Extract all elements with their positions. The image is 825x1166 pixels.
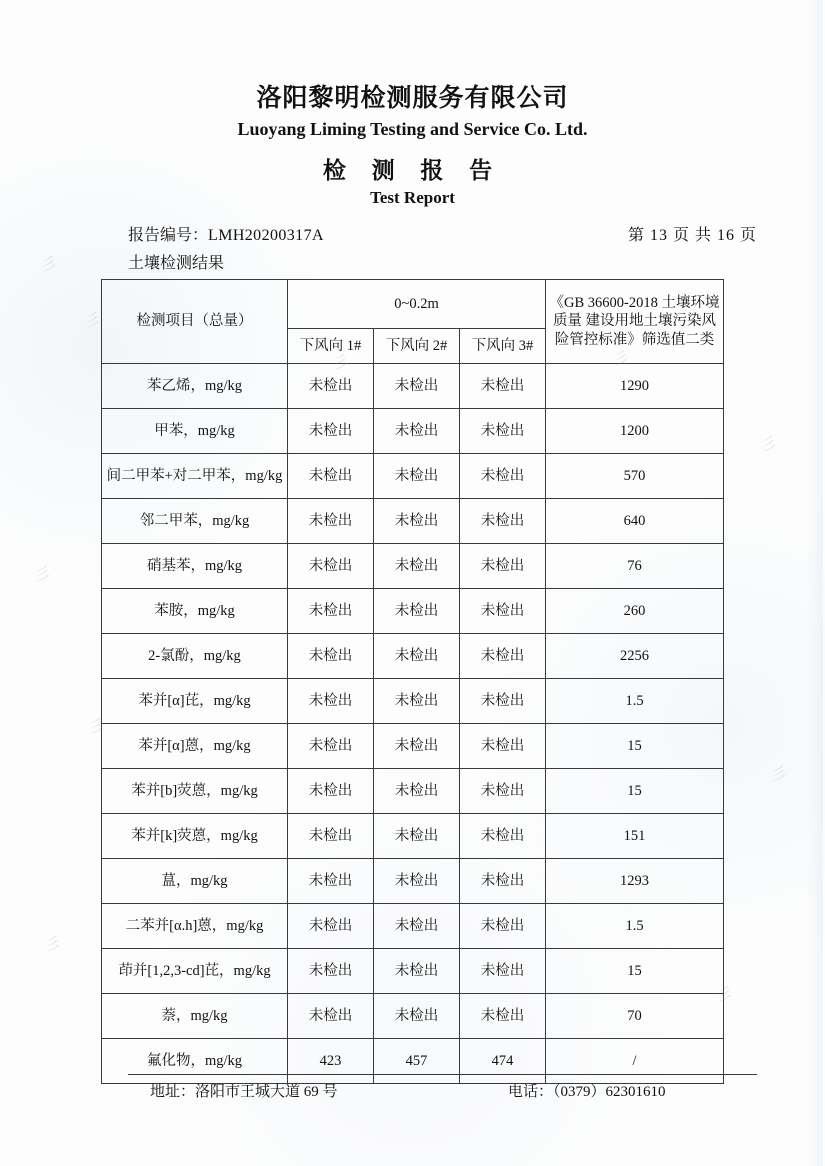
table-row [102, 904, 724, 949]
row-standard: 1.5 [546, 904, 724, 949]
row-value-3: 未检出 [460, 499, 546, 544]
row-value-1: 未检出 [288, 499, 374, 544]
table-row [102, 364, 724, 409]
report-title-en: Test Report [370, 188, 455, 207]
row-value-3: 未检出 [460, 589, 546, 634]
row-standard: 570 [546, 454, 724, 499]
row-value-1: 未检出 [288, 814, 374, 859]
footer-divider [128, 1074, 757, 1075]
row-item-name: 苯并[α]蒽，mg/kg [102, 724, 288, 769]
row-value-2: 457 [374, 1039, 460, 1084]
row-value-2: 未检出 [374, 499, 460, 544]
row-standard: 260 [546, 589, 724, 634]
table-row [102, 949, 724, 994]
row-value-3: 未检出 [460, 634, 546, 679]
row-value-2: 未检出 [374, 364, 460, 409]
row-value-3: 未检出 [460, 409, 546, 454]
footer-telephone: 电话：（0379）62301610 [508, 1084, 666, 1100]
row-value-3: 未检出 [460, 454, 546, 499]
row-standard: 151 [546, 814, 724, 859]
scan-artifact: 彡 [770, 765, 787, 784]
row-value-2: 未检出 [374, 544, 460, 589]
report-title-cn: 检 测 报 告 [322, 158, 503, 183]
table-row [102, 679, 724, 724]
header-depth-group: 0~0.2m [288, 280, 546, 329]
table-row [102, 589, 724, 634]
row-standard: 640 [546, 499, 724, 544]
report-meta [0, 222, 825, 244]
row-standard: 15 [546, 724, 724, 769]
row-value-1: 未检出 [288, 454, 374, 499]
row-value-2: 未检出 [374, 589, 460, 634]
table-row [102, 634, 724, 679]
header-sample-1: 下风向 1# [288, 329, 374, 364]
table-row [102, 544, 724, 589]
row-standard: 1200 [546, 409, 724, 454]
page-number: 第 13 页 共 16 页 [627, 227, 757, 244]
row-value-3: 未检出 [460, 859, 546, 904]
header-sample-3: 下风向 3# [460, 329, 546, 364]
row-value-1: 未检出 [288, 364, 374, 409]
row-standard: 76 [546, 544, 724, 589]
row-item-name: 萘，mg/kg [102, 994, 288, 1039]
row-item-name: 氟化物，mg/kg [102, 1039, 288, 1084]
row-standard: 15 [546, 769, 724, 814]
table-row [102, 769, 724, 814]
row-value-3: 未检出 [460, 544, 546, 589]
row-value-2: 未检出 [374, 949, 460, 994]
scan-artifact: 彡 [34, 565, 51, 584]
row-item-name: 苯并[k]荧蒽，mg/kg [102, 814, 288, 859]
company-name-cn: 洛阳黎明检测服务有限公司 [256, 85, 569, 112]
scan-artifact: 彡 [88, 717, 105, 736]
row-value-2: 未检出 [374, 994, 460, 1039]
row-value-1: 未检出 [288, 859, 374, 904]
scan-artifact: 彡 [760, 435, 777, 454]
row-value-2: 未检出 [374, 859, 460, 904]
row-value-1: 未检出 [288, 634, 374, 679]
table-row [102, 859, 724, 904]
document-footer [0, 1074, 825, 1104]
scan-artifact: 彡 [84, 311, 101, 330]
row-value-3: 未检出 [460, 949, 546, 994]
row-value-3: 未检出 [460, 724, 546, 769]
row-item-name: 二苯并[α.h]蒽，mg/kg [102, 904, 288, 949]
footer-address: 地址：洛阳市王城大道 69 号 [150, 1084, 338, 1100]
row-value-1: 未检出 [288, 724, 374, 769]
row-value-3: 未检出 [460, 364, 546, 409]
row-value-2: 未检出 [374, 814, 460, 859]
row-value-3: 未检出 [460, 904, 546, 949]
scan-artifact: 彡 [332, 353, 349, 372]
row-item-name: 间二甲苯+对二甲苯，mg/kg [102, 454, 288, 499]
row-value-3: 未检出 [460, 814, 546, 859]
row-item-name: 苯并[α]芘，mg/kg [102, 679, 288, 724]
row-value-2: 未检出 [374, 409, 460, 454]
row-item-name: 苯并[b]荧蒽，mg/kg [102, 769, 288, 814]
row-standard: 2256 [546, 634, 724, 679]
row-value-1: 423 [288, 1039, 374, 1084]
row-item-name: 苯乙烯，mg/kg [102, 364, 288, 409]
scan-artifact: 彡 [40, 255, 57, 274]
row-item-name: 2-氯酚，mg/kg [102, 634, 288, 679]
table-row [102, 724, 724, 769]
row-standard: 15 [546, 949, 724, 994]
row-value-3: 474 [460, 1039, 546, 1084]
header-item-column: 检测项目（总量） [102, 280, 288, 364]
row-value-1: 未检出 [288, 949, 374, 994]
scan-artifact: 彡 [44, 935, 61, 954]
report-number-label: 报告编号： [128, 227, 209, 244]
table-row [102, 499, 724, 544]
row-value-3: 未检出 [460, 679, 546, 724]
row-item-name: 硝基苯，mg/kg [102, 544, 288, 589]
row-value-3: 未检出 [460, 769, 546, 814]
table-row [102, 454, 724, 499]
table-row [102, 814, 724, 859]
company-name-en: Luoyang Liming Testing and Service Co. Ltd. [237, 119, 588, 139]
row-value-2: 未检出 [374, 679, 460, 724]
row-standard: 1293 [546, 859, 724, 904]
row-value-1: 未检出 [288, 409, 374, 454]
scan-edge-shadow [807, 0, 823, 1166]
scan-artifact: 彡 [716, 985, 733, 1004]
row-standard: 1.5 [546, 679, 724, 724]
row-value-2: 未检出 [374, 724, 460, 769]
header-sample-2: 下风向 2# [374, 329, 460, 364]
header-standard-column: 《GB 36600-2018 土壤环境质量 建设用地土壤污染风险管控标准》筛选值二类 [546, 280, 724, 364]
row-standard: 70 [546, 994, 724, 1039]
row-item-name: 苯胺，mg/kg [102, 589, 288, 634]
row-value-1: 未检出 [288, 679, 374, 724]
scan-artifact: 彡 [612, 349, 629, 368]
section-title: 土壤检测结果 [128, 255, 225, 272]
table-row [102, 409, 724, 454]
row-value-1: 未检出 [288, 589, 374, 634]
row-value-3: 未检出 [460, 994, 546, 1039]
row-value-1: 未检出 [288, 904, 374, 949]
row-value-1: 未检出 [288, 544, 374, 589]
soil-results-table [101, 279, 724, 1084]
row-standard: / [546, 1039, 724, 1084]
row-value-1: 未检出 [288, 769, 374, 814]
table-row [102, 994, 724, 1039]
table-header [102, 280, 724, 364]
row-value-2: 未检出 [374, 769, 460, 814]
row-value-1: 未检出 [288, 994, 374, 1039]
row-item-name: 茚并[1,2,3-cd]芘，mg/kg [102, 949, 288, 994]
row-standard: 1290 [546, 364, 724, 409]
row-value-2: 未检出 [374, 904, 460, 949]
row-value-2: 未检出 [374, 634, 460, 679]
table-body [102, 364, 724, 1084]
report-number-value: LMH20200317A [208, 227, 324, 244]
report-number [128, 222, 324, 245]
document-header [0, 0, 825, 208]
row-value-2: 未检出 [374, 454, 460, 499]
row-item-name: 蒀，mg/kg [102, 859, 288, 904]
row-item-name: 甲苯，mg/kg [102, 409, 288, 454]
row-item-name: 邻二甲苯，mg/kg [102, 499, 288, 544]
